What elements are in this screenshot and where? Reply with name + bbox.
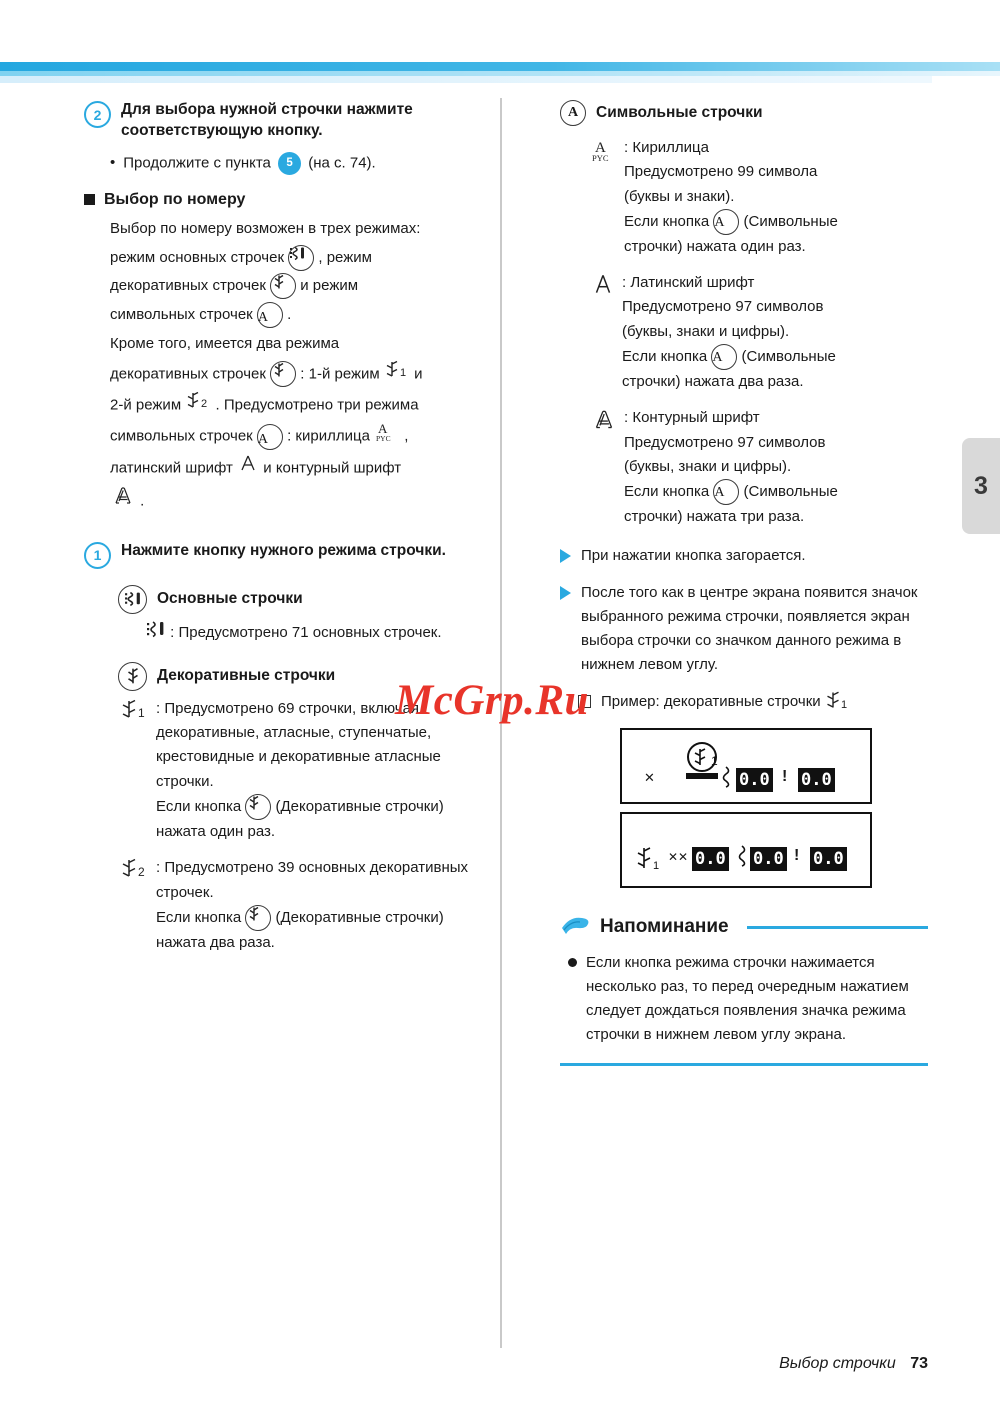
- section-line-10-text: .: [140, 492, 145, 510]
- section-line-4-tail: .: [287, 306, 292, 324]
- step-2: [84, 100, 492, 142]
- section-line-9: [110, 453, 492, 484]
- letter-a-glyph: A: [257, 310, 269, 326]
- outline-line-4: строчки) нажата три раза.: [624, 508, 805, 526]
- watermark: McGrp.Ru: [395, 677, 589, 724]
- section-line-5: Кроме того, имеется два режима: [110, 335, 340, 353]
- section-line-8-end: ,: [404, 427, 409, 445]
- character-stitch-mode-icon: [713, 479, 739, 505]
- section-line-3-text: декоративных строчек: [110, 277, 266, 295]
- subheading-character-stitches: [560, 100, 928, 126]
- section-line-7-text: 2-й режим: [110, 396, 182, 413]
- letter-a-glyph: A: [714, 485, 725, 501]
- footer-title: Выбор строчки: [779, 1355, 896, 1372]
- cyrillic-line-3a: Если кнопка: [624, 212, 710, 230]
- outline-line-1: Предусмотрено 97 символов: [624, 433, 826, 451]
- svg-text:1: 1: [399, 366, 407, 379]
- section-line-10: [110, 484, 492, 519]
- decorative-stitch-mode-icon: [270, 273, 296, 299]
- footer-page-number: 73: [910, 1355, 928, 1372]
- decorative-mode-2-icon: [120, 856, 150, 884]
- section-line-4-text: символьных строчек: [110, 306, 253, 324]
- letter-a-glyph: A: [714, 214, 725, 230]
- reminder-body: [568, 951, 928, 1047]
- step-2-bullet-text: [123, 152, 375, 175]
- decorative-mode-1-icon: [825, 690, 853, 714]
- letter-a-glyph: A: [712, 350, 723, 366]
- square-bullet-icon: [84, 194, 95, 205]
- cyrillic-block: [590, 136, 928, 259]
- bullet-text-tail: (на с. 74).: [308, 154, 376, 172]
- step-1-number: 1: [84, 542, 111, 569]
- subheading-basic-text: Основные строчки: [157, 590, 303, 608]
- section-line-2: [110, 244, 492, 273]
- triangle-bullet-icon: [560, 586, 571, 600]
- section-heading-text: Выбор по номеру: [104, 190, 246, 208]
- section-line-8: [110, 420, 492, 453]
- decorative-stitch-mode-icon: [118, 662, 147, 691]
- character-stitch-mode-icon: [711, 344, 737, 370]
- reminder-header: [560, 914, 928, 941]
- section-line-9-text: латинский шрифт: [110, 459, 233, 477]
- section-line-6-end: и: [414, 365, 423, 383]
- triangle-bullet-icon: [560, 549, 571, 563]
- outline-line-3b: (Символьные: [743, 483, 838, 501]
- decorative-mode-2-desc: : Предусмотрено 39 основных декоративных строчек.: [156, 859, 469, 901]
- left-column: [84, 100, 492, 967]
- cyrillic-title: : Кириллица: [624, 139, 709, 156]
- lcd-illustration: [620, 728, 928, 888]
- letter-a-glyph: A: [567, 105, 579, 120]
- section-line-7-tail: . Предусмотрено три режима: [215, 396, 419, 413]
- svg-text:A: A: [595, 140, 606, 156]
- reminder-text: Если кнопка режима строчки нажимается несколько раз, то перед очередным нажатием следует дождаться появления значка режима строчки в нижнем левом углу экрана.: [586, 953, 909, 1043]
- decorative-mode-2-icon: [185, 390, 211, 421]
- section-line-6-tail: : 1-й режим: [300, 365, 380, 383]
- note-arrow-2: [560, 581, 928, 677]
- latin-line-3a: Если кнопка: [622, 348, 708, 366]
- example-label-row: [578, 690, 928, 714]
- lcd-value-1: 0.0: [692, 847, 729, 871]
- example-label: [601, 690, 853, 714]
- latin-block: [590, 271, 928, 394]
- reminder-title: Напоминание: [600, 916, 729, 938]
- open-square-bullet-icon: [578, 695, 591, 708]
- section-line-8-tail: : кириллица: [287, 427, 370, 445]
- reminder-rule: [747, 926, 928, 929]
- character-stitch-mode-icon: [257, 424, 283, 450]
- section-line-2-text: режим основных строчек: [110, 248, 285, 266]
- outline-line-2: (буквы, знаки и цифры).: [624, 457, 792, 475]
- decorative-mode-1-block: [120, 697, 492, 844]
- basic-stitch-mode-icon: [288, 245, 314, 271]
- decorative-mode-1-icon: [384, 359, 410, 390]
- page-header-band: [0, 0, 1000, 62]
- step-2-number: 2: [84, 101, 111, 128]
- note-arrow-1-text: При нажатии кнопка загорается.: [581, 546, 806, 564]
- decorative-mode-1-desc: : Предусмотрено 69 строчки, включая декоративные, атласные, ступенчатые, крестовидные и декоративные атласные строчки.: [156, 699, 441, 790]
- decorative-mode-2-note-b: (Декоративные строчки) нажата два раза.: [156, 908, 444, 951]
- latin-line-1: Предусмотрено 97 символов: [622, 298, 824, 316]
- outline-title: : Контурный шрифт: [624, 409, 760, 427]
- lcd-length-symbol: [718, 766, 734, 793]
- lcd-value-2: 0.0: [750, 847, 787, 871]
- lcd-value-width: 0.0: [736, 768, 773, 792]
- outline-line-3a: Если кнопка: [624, 483, 710, 501]
- bullet-dot: •: [110, 153, 116, 171]
- svg-text:1: 1: [711, 753, 718, 768]
- step-2-title: Для выбора нужной строчки нажмите соответствующую кнопку.: [121, 101, 413, 139]
- lcd-value-3: 0.0: [810, 847, 847, 871]
- decorative-stitch-mode-icon: [245, 794, 271, 820]
- decorative-mode-2-note-a: Если кнопка: [156, 908, 242, 926]
- column-divider: [500, 98, 502, 1348]
- section-line-3: [110, 272, 492, 301]
- section-line-3-tail: и режим: [300, 277, 359, 295]
- cyrillic-font-icon: [590, 136, 618, 168]
- latin-font-icon: [590, 271, 616, 301]
- decorative-stitch-mode-icon: [245, 905, 271, 931]
- header-rule-tertiary: [0, 76, 932, 83]
- section-line-2-tail: , режим: [318, 248, 372, 266]
- letter-a-glyph: A: [257, 431, 269, 447]
- subheading-decorative-stitches: [118, 662, 492, 691]
- decorative-stitch-mode-icon: [270, 361, 296, 387]
- svg-text:1: 1: [653, 859, 660, 872]
- lcd-mode-indicator-icon: [632, 844, 666, 879]
- lcd-screen-selection: [620, 812, 872, 888]
- lcd-pattern-symbol: ✕✕: [668, 849, 689, 864]
- reminder-bullet-icon: [568, 958, 577, 967]
- subheading-character-text: Символьные строчки: [596, 104, 763, 121]
- reference-step-marker: 5: [278, 152, 301, 175]
- section-line-9-tail: и контурный шрифт: [263, 459, 402, 477]
- svg-text:2: 2: [138, 865, 145, 880]
- cyrillic-line-4: строчки) нажата один раз.: [624, 237, 806, 255]
- svg-text:1: 1: [138, 705, 145, 720]
- cyrillic-line-1: Предусмотрено 99 символа: [624, 163, 818, 181]
- lcd-zigzag-symbol: [734, 844, 750, 873]
- outline-font-icon: [110, 484, 136, 519]
- section-line-6-text: декоративных строчек: [110, 365, 266, 383]
- latin-font-icon: [237, 453, 259, 484]
- decorative-mode-1-note-b: (Декоративные строчки) нажата один раз.: [156, 797, 444, 840]
- character-stitch-mode-icon: [560, 100, 586, 126]
- decorative-mode-1-text: [156, 697, 492, 844]
- basic-stitch-glyph-icon: [146, 620, 166, 646]
- section-body: [110, 215, 492, 519]
- latin-text: [622, 271, 836, 394]
- page-footer: [779, 1355, 928, 1373]
- cyrillic-font-icon: [374, 420, 400, 453]
- header-rule-primary: [0, 62, 1000, 71]
- section-line-8-text: символьных строчек: [110, 427, 253, 445]
- step-1: [84, 541, 492, 569]
- section-line-6: [110, 359, 492, 390]
- character-stitch-mode-icon: [257, 302, 283, 328]
- svg-text:2: 2: [201, 397, 208, 410]
- outline-text: [624, 406, 838, 529]
- svg-text:PYC: PYC: [592, 153, 609, 163]
- subheading-basic-stitches: [118, 585, 492, 614]
- right-column: [560, 100, 928, 1066]
- lcd-value-length: 0.0: [798, 768, 835, 792]
- svg-text:1: 1: [840, 698, 847, 710]
- outline-font-icon: [590, 406, 618, 438]
- lcd-screen-mode: [620, 728, 872, 804]
- decorative-mode-2-block: [120, 856, 492, 955]
- example-label-text: Пример: декоративные строчки: [601, 692, 821, 710]
- reminder-icon: [560, 914, 590, 941]
- section-line-1: Выбор по номеру возможен в трех режимах:: [110, 219, 421, 237]
- step-2-bullet: [110, 152, 492, 175]
- note-arrow-2-text: После того как в центре экрана появится значок выбранного режима строчки, появляется экран выбора строчки со значком данного режима в нижнем левом углу.: [581, 583, 918, 673]
- basic-stitches-text: : Предусмотрено 71 основных строчек.: [170, 623, 442, 641]
- decorative-mode-2-text: [156, 856, 492, 955]
- outline-block: [590, 406, 928, 529]
- decorative-mode-1-icon: [120, 697, 150, 725]
- subheading-decorative-text: Декоративные строчки: [157, 667, 336, 685]
- lcd-separator: !: [794, 846, 800, 864]
- cyrillic-line-2: (буквы и знаки).: [624, 187, 735, 205]
- latin-title: : Латинский шрифт: [622, 274, 755, 292]
- note-arrow-1: [560, 544, 928, 568]
- chapter-tab: 3: [962, 438, 1000, 534]
- step-1-title: Нажмите кнопку нужного режима строчки.: [121, 541, 446, 559]
- svg-text:PYC: PYC: [376, 434, 391, 443]
- section-line-4: [110, 301, 492, 330]
- section-heading-number-select: [84, 191, 492, 209]
- bullet-text-lead: Продолжите с пункта: [123, 154, 271, 172]
- reminder-footer-rule: [560, 1063, 928, 1066]
- latin-line-3b: (Символьные: [741, 348, 836, 366]
- cyrillic-line-3b: (Символьные: [743, 212, 838, 230]
- svg-text:A: A: [378, 421, 388, 437]
- lcd-separator: !: [782, 767, 788, 785]
- basic-stitches-body: [146, 620, 492, 646]
- cyrillic-text: [624, 136, 838, 259]
- section-line-7: [110, 390, 492, 421]
- latin-line-4: строчки) нажата два раза.: [622, 373, 804, 391]
- lcd-width-symbol: ✕: [644, 769, 655, 785]
- basic-stitch-mode-icon: [118, 585, 147, 614]
- latin-line-2: (буквы, знаки и цифры).: [622, 322, 790, 340]
- character-stitch-mode-icon: [713, 209, 739, 235]
- decorative-mode-1-note-a: Если кнопка: [156, 797, 242, 815]
